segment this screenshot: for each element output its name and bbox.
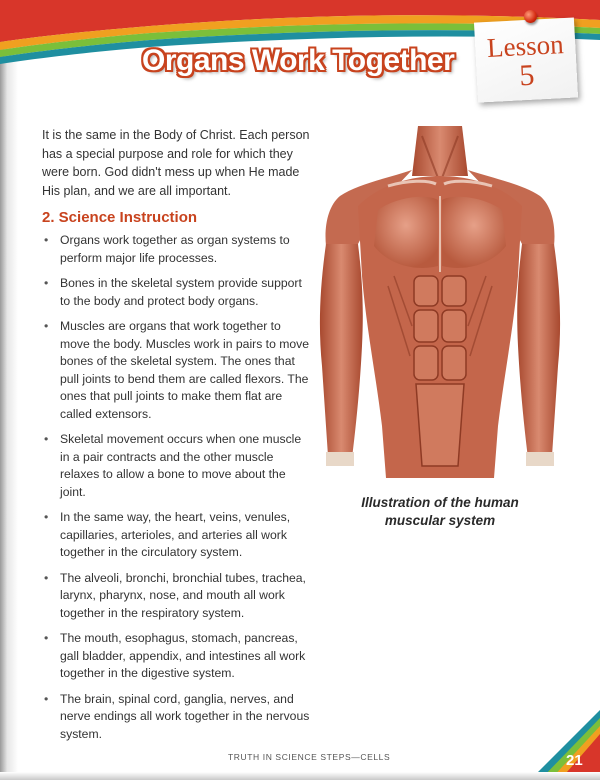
- bullet-text: Muscles are organs that work together to move the body. Muscles work in pairs to move bones of the skeletal system. The ones that pull joints to bend them are called flexors. The ones that pull joints to make them flat are called extensors.: [60, 319, 310, 421]
- bullet-icon: •: [44, 319, 49, 333]
- bullet-list: [42, 232, 314, 751]
- section-heading: 2. Science Instruction: [42, 209, 198, 226]
- bullet-item: [42, 509, 314, 562]
- bullet-item: [42, 232, 314, 267]
- muscular-system-illustration: [318, 126, 562, 478]
- page-title: Organs Work Together: [142, 44, 455, 77]
- bullet-text: The brain, spinal cord, ganglia, nerves, and nerve endings all work together in the nervous system.: [60, 691, 310, 741]
- bullet-item: [42, 691, 314, 744]
- bullet-text: In the same way, the heart, veins, venules, capillaries, arterioles, and arteries all work together in the circulatory system.: [60, 510, 291, 559]
- bullet-icon: •: [44, 570, 49, 585]
- bullet-icon: •: [44, 276, 49, 290]
- bullet-text: Bones in the skeletal system provide support to the body and protect body organs.: [60, 276, 302, 308]
- page-bottom-shadow: [0, 772, 600, 780]
- bullet-text: Organs work together as organ systems to perform major life processes.: [60, 233, 290, 265]
- bullet-text: The mouth, esophagus, stomach, pancreas, gall bladder, appendix, and intestines all work together in the digestive system.: [60, 631, 306, 680]
- lesson-card: [474, 17, 578, 102]
- pushpin-icon: [524, 10, 537, 23]
- bullet-item: [42, 570, 314, 623]
- bullet-item: [42, 275, 314, 310]
- figure-caption: Illustration of the human muscular system: [361, 495, 519, 528]
- bullet-item: [42, 431, 314, 501]
- bullet-text: Skeletal movement occurs when one muscle in a pair contracts and the other muscle relaxes to allow a bone to move about the joint.: [60, 432, 302, 499]
- bullet-text: The alveoli, bronchi, bronchial tubes, trachea, larynx, pharynx, nose, and mouth all work together in the respiratory system.: [60, 570, 306, 620]
- bullet-item: [42, 318, 314, 423]
- bullet-icon: •: [44, 631, 49, 645]
- footer-book-title: TRUTH IN SCIENCE STEPS—CELLS: [228, 752, 391, 762]
- bullet-icon: •: [44, 691, 49, 706]
- bullet-item: [42, 630, 314, 683]
- intro-paragraph: It is the same in the Body of Christ. Each person has a special purpose and role for which they were born. God didn't mess up when He made His plan, and we are all important.: [42, 128, 310, 198]
- page-edge-shadow: [0, 0, 18, 780]
- page-corner-stripes: [510, 700, 600, 780]
- bullet-icon: •: [44, 510, 49, 524]
- bullet-icon: •: [44, 233, 49, 247]
- lesson-label: Lesson: [486, 29, 565, 64]
- lesson-number: 5: [518, 58, 536, 93]
- bullet-icon: •: [44, 432, 49, 446]
- page-number: 21: [566, 752, 583, 769]
